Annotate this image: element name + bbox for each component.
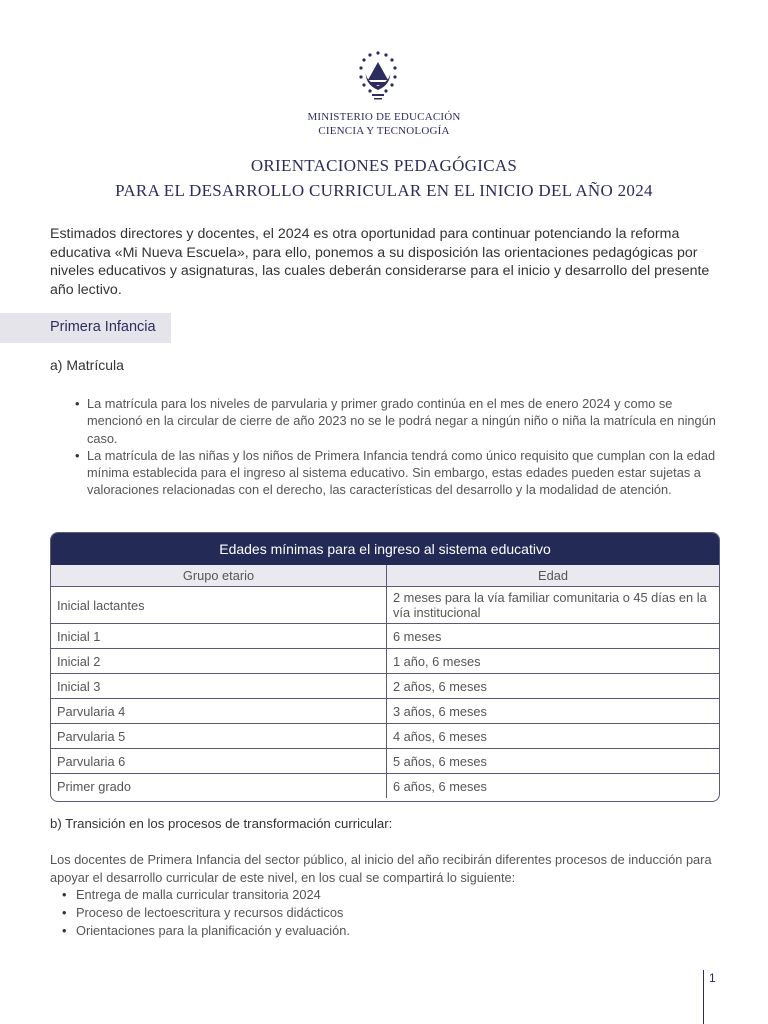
cell-group: Inicial 1 (51, 624, 387, 649)
cell-group: Inicial 3 (51, 674, 387, 699)
table-title: Edades mínimas para el ingreso al sistema educativo (51, 533, 719, 565)
cell-age: 6 meses (387, 624, 720, 649)
list-item: • Proceso de lectoescritura y recursos didácticos (62, 904, 350, 922)
table-row (51, 774, 719, 799)
list-item: • Entrega de malla curricular transitoria 2024 (62, 886, 350, 904)
ministry-name-line1: MINISTERIO DE EDUCACIÓN (307, 111, 461, 123)
cell-age: 5 años, 6 meses (387, 749, 720, 774)
cell-group: Parvularia 6 (51, 749, 387, 774)
subsection-b-heading: b) Transición en los procesos de transformación curricular: (50, 816, 393, 831)
table-row (51, 587, 719, 624)
ministry-name-line2: CIENCIA Y TECNOLOGÍA (318, 125, 450, 137)
matricula-bullets (75, 395, 720, 499)
cell-age: 1 año, 6 meses (387, 649, 720, 674)
transition-paragraph: Los docentes de Primera Infancia del sector público, al inicio del año recibirán diferentes procesos de inducción para apoyar el desarrollo curricular de este nivel, en los cual se compartirá lo siguiente: (50, 852, 712, 885)
list-item: • La matrícula para los niveles de parvularia y primer grado continúa en el mes de enero 2024 y como se mencionó en la circular de cierre de año 2023 no se le podrá negar a ningún niño o niña la matrícula en ningún caso. (75, 395, 720, 447)
ages-table-grid (51, 565, 719, 798)
cell-age: 4 años, 6 meses (387, 724, 720, 749)
document-title-line1: ORIENTACIONES PEDAGÓGICAS (250, 156, 518, 175)
ages-table (50, 532, 720, 802)
column-header-group: Grupo etario (51, 565, 387, 587)
cell-group: Primer grado (51, 774, 387, 799)
list-item: • La matrícula de las niñas y los niños de Primera Infancia tendrá como único requisito que cumplan con la edad mínima establecida para el ingreso al sistema educativo. Sin embargo, estas edades pueden estar sujetas a valoraciones relacionadas con el derecho, las características del desarrollo y la modalidad de atención. (75, 447, 720, 499)
subsection-a-heading: a) Matrícula (50, 357, 124, 373)
cell-group: Inicial 2 (51, 649, 387, 674)
column-header-age: Edad (387, 565, 720, 587)
cell-age: 6 años, 6 meses (393, 778, 487, 794)
cell-group: Parvularia 5 (51, 724, 387, 749)
list-item: • Orientaciones para la planificación y evaluación. (62, 922, 350, 940)
intro-paragraph: Estimados directores y docentes, el 2024 es otra oportunidad para continuar potenciando la reforma educativa «Mi Nueva Escuela», para ello, ponemos a su disposición las orientaciones pedagógicas por niveles educativos y asignaturas, las cuales deberán considerarse para el inicio y desarrollo del presente año lectivo. (50, 226, 710, 298)
table-header-row (51, 565, 719, 587)
el-salvador-coat-of-arms-icon (356, 50, 400, 104)
section-title: Primera Infancia (50, 319, 156, 335)
table-row (51, 699, 719, 724)
transition-list (62, 886, 350, 941)
cell-group: Parvularia 4 (51, 699, 387, 724)
page-number: 1 (709, 971, 716, 985)
table-row (51, 674, 719, 699)
cell-age: 3 años, 6 meses (387, 699, 720, 724)
cell-group: Inicial lactantes (51, 587, 387, 624)
table-row (51, 624, 719, 649)
cell-age: 2 años, 6 meses (387, 674, 720, 699)
table-row (51, 724, 719, 749)
page-number-rule (703, 970, 704, 1024)
cell-age: 2 meses para la vía familiar comunitaria o 45 días en la vía institucional (387, 587, 720, 624)
table-row (51, 649, 719, 674)
document-title-line2: PARA EL DESARROLLO CURRICULAR EN EL INICIO DEL AÑO 2024 (115, 181, 653, 200)
table-row (51, 749, 719, 774)
